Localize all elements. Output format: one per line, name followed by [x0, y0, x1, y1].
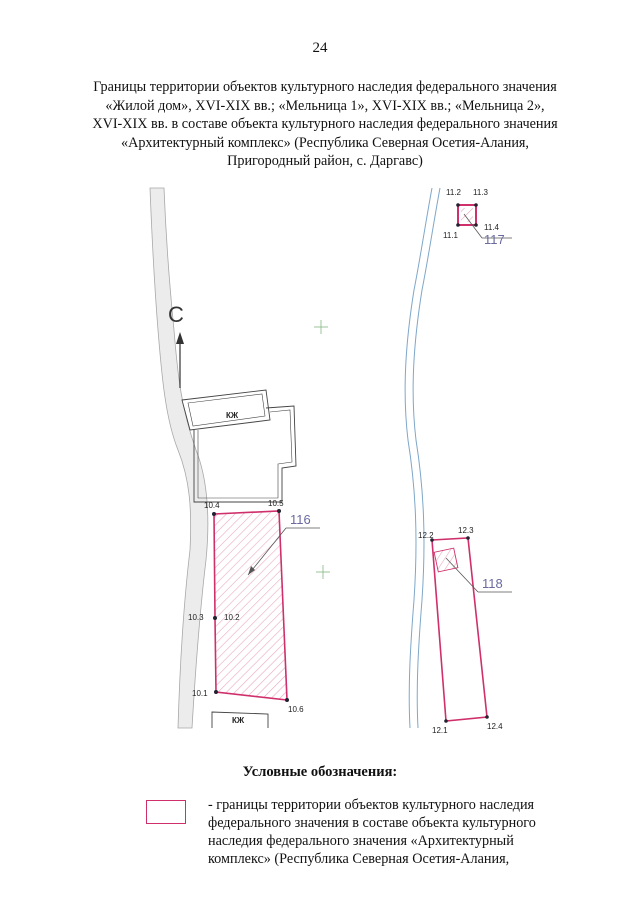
object-118-footprint — [434, 548, 458, 572]
legend-line: комплекс» (Республика Северная Осетия-Алания, — [208, 851, 510, 867]
north-arrowhead-icon — [176, 332, 184, 344]
title-line: Границы территории объектов культурного наследия федерального значения — [93, 79, 557, 95]
legend-heading: Условные обозначения: — [242, 764, 398, 780]
building-label-bottom: КЖ — [232, 716, 245, 725]
legend-line: наследия федерального значения «Архитектурный — [208, 833, 514, 849]
object-number-117: 117 — [484, 232, 505, 247]
legend-text — [208, 796, 578, 868]
legend-boundary-swatch — [146, 800, 186, 824]
point-label: 10.3 — [188, 613, 204, 622]
boundary-map — [0, 180, 640, 740]
building-kzh-bottom — [212, 712, 268, 728]
parcel-117-fill — [461, 208, 473, 222]
point-label: 10.1 — [192, 689, 208, 698]
point-label: 11.1 — [443, 231, 458, 240]
point-label: 11.2 — [446, 188, 461, 197]
north-label: С — [168, 302, 184, 327]
legend-line: федерального значения в составе объекта культурного — [208, 815, 536, 831]
object-number-116: 116 — [290, 512, 311, 527]
legend-line: - границы территории объектов культурного наследия — [208, 797, 535, 813]
building-label: КЖ — [225, 411, 239, 420]
document-title — [60, 78, 590, 171]
grid-cross-icon — [316, 565, 330, 579]
leader-line-118 — [446, 558, 478, 592]
point-label: 10.4 — [204, 501, 220, 510]
title-line: Пригородный район, с. Даргавс) — [227, 153, 423, 169]
point-label: 12.2 — [418, 531, 434, 540]
grid-cross-icon — [314, 320, 328, 334]
point-label: 11.3 — [473, 188, 488, 197]
point-label: 12.4 — [487, 722, 503, 731]
point-label: 10.5 — [268, 499, 284, 508]
point-label: 12.3 — [458, 526, 474, 535]
river — [413, 188, 440, 728]
point-label: 10.2 — [224, 613, 240, 622]
title-line: XVI-XIX вв. в составе объекта культурного наследия федерального значения — [92, 116, 558, 132]
title-line: «Жилой дом», XVI-XIX вв.; «Мельница 1», XVI-XIX вв.; «Мельница 2», — [105, 97, 545, 114]
point-label: 12.1 — [432, 726, 448, 735]
point-label: 10.6 — [288, 705, 304, 714]
parcel-116 — [214, 511, 287, 700]
page-number: 24 — [312, 40, 328, 56]
road — [150, 188, 208, 728]
point-label: 11.4 — [484, 223, 499, 232]
object-number-118: 118 — [482, 576, 503, 591]
title-line: «Архитектурный комплекс» (Республика Северная Осетия-Алания, — [121, 134, 529, 151]
